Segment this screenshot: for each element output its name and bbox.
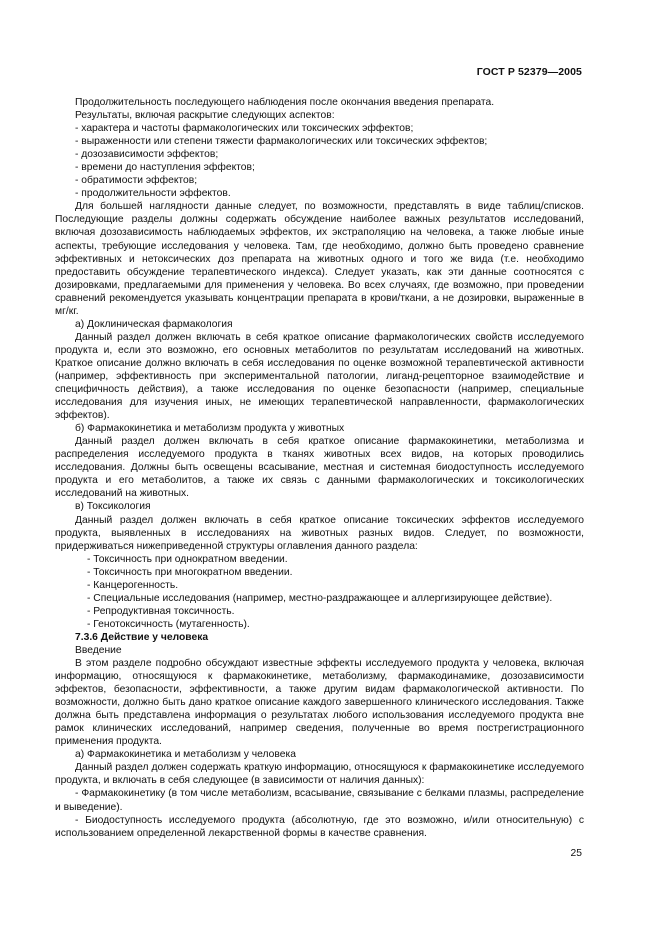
paragraph: Данный раздел должен включать в себя краткое описание токсических эффектов исследуемого продукта, выявленных в исследованиях на животных разных видов. Следует, по возможности, придерживаться нижеприведенной структуры оглавления данного раздела: (55, 514, 584, 552)
list-item: - Канцерогенность. (87, 579, 179, 591)
list-item: - обратимости эффектов; (75, 175, 198, 187)
paragraph: Результаты, включая раскрытие следующих аспектов: (75, 110, 335, 122)
paragraph: б) Фармакокинетика и метаболизм продукта у животных (75, 423, 345, 435)
paragraph: в) Токсикология (75, 501, 151, 513)
paragraph: - Фармакокинетику (в том числе метаболизм, всасывание, связывание с белками плазмы, распределение и выведение). (55, 788, 584, 813)
list-item: - выраженности или степени тяжести фармакологических или токсических эффектов; (75, 136, 488, 148)
paragraph: В этом разделе подробно обсуждают известные эффекты исследуемого продукта у человека, включая информацию, относящуюся к фармакокинетике, метаболизму, фармакодинамике, дозозависимости эффектов, безопасности, эффективности, а также другим видам фармакологической активности. По возможности, должно быть дано краткое описание каждого завершенного клинического исследования. Также должна быть представлена информация о результатах любого использования исследуемого продукта вне рамок клинических исследований, например сведения, полученные во время пострегистрационного применения продукта. (55, 658, 584, 748)
paragraph: Продолжительность последующего наблюдения после окончания введения препарата. (75, 97, 495, 108)
section-heading: 7.3.6 Действие у человека (75, 631, 209, 643)
paragraph: Данный раздел должен содержать краткую информацию, относящуюся к фармакокинетике исследуемого продукта, и включать в себя следующее (в зависимости от наличия данных): (55, 762, 584, 787)
paragraph: Данный раздел должен включать в себя краткое описание фармакокинетики, метаболизма и распределения исследуемого продукта в тканях животных всех видов, на которых проводились исследования. Должны быть освещены всасывание, местная и системная биодоступность исследуемого продукта и его метаболитов, а также их связь с данными фармакологических и токсикологических исследований на животных. (55, 436, 584, 500)
paragraph: - Биодоступность исследуемого продукта (абсолютную, где это возможно, и/или относительную) с использованием определенной лекарственной формы в качестве сравнения. (55, 814, 584, 839)
list-item: - Токсичность при однократном введении. (87, 553, 288, 565)
list-item: - характера и частоты фармакологических или токсических эффектов; (75, 123, 414, 135)
list-item: - Репродуктивная токсичность. (87, 605, 235, 617)
standard-header: ГОСТ Р 52379—2005 (476, 66, 582, 78)
list-item: - дозозависимости эффектов; (75, 149, 219, 161)
list-item: - продолжительности эффектов. (75, 188, 231, 200)
paragraph: Введение (75, 644, 122, 656)
list-item: - Генотоксичность (мутагенность). (87, 618, 250, 630)
paragraph: а) Фармакокинетика и метаболизм у человека (75, 749, 296, 761)
list-item: - Токсичность при многократном введении. (87, 566, 293, 578)
paragraph: Данный раздел должен включать в себя краткое описание фармакологических свойств исследуемого продукта и, если это возможно, его основных метаболитов по результатам исследований на животных. Краткое описание должно включать в себя исследования по оценке возможной терапевтической активности (например, эффективность при экспериментальной патологии, лиганд-рецепторное взаимодействие и специфичность действия), а также исследования по оценке безопасности (например, специальные исследования для изучения иных, не имеющих терапевтической направленности, фармакологических эффектов). (55, 331, 584, 422)
list-item: - Специальные исследования (например, местно-раздражающее и аллергизирующее действие). (87, 592, 553, 604)
paragraph: Для большей наглядности данные следует, по возможности, представлять в виде таблиц/списков. Последующие разделы должны содержать обсуждение наиболее важных результатов исследований, включая дозозависимость наблюдаемых эффектов, их экстраполяцию на человека, а также любые иные аспекты, требующие исследования у человека. Там, где необходимо, должно быть проведено сравнение эффективных и нетоксических доз препарата на животных одного и того же вида (т.е. необходимо предоставить обсуждение терапевтического индекса). Следует указать, как эти данные соотносятся с дозировками, предлагаемыми для применения у человека. Во всех случаях, где возможно, при проведении сравнений рекомендуется указывать концентрации препарата в крови/ткани, а не дозировки, выраженные в мг/кг. (55, 201, 584, 317)
list-item: - времени до наступления эффектов; (75, 162, 255, 174)
document-body (55, 96, 584, 840)
paragraph: а) Доклиническая фармакология (75, 318, 233, 330)
page-number: 25 (570, 848, 582, 859)
